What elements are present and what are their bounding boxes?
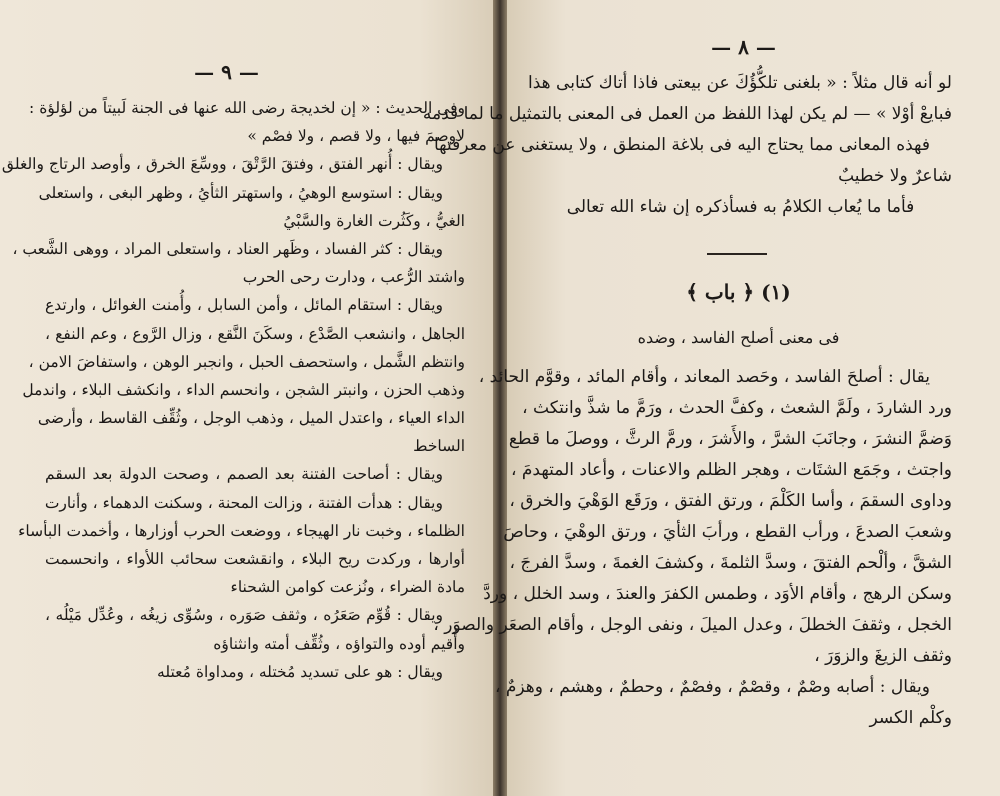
- text-line: وداوى السقمَ ، وأسا الكَلْمَ ، ورتق الفتق ، ورَقَع الوَهْيَ والخرق ،: [509, 491, 952, 511]
- left-page-text: [1, 94, 465, 686]
- text-line: لو أنه قال مثلاً : « بلغنى تلكُّؤُكَ عن بيعتى فاذا أتاك كتابى هذا: [528, 73, 952, 93]
- text-line: وفى الحديث : « إن لخديجة رضى الله عنها فى الجنة لَبيتاً من لؤلؤة :: [29, 99, 465, 117]
- text-line: وأُقيم أوده والتواؤه ، وثُقِّف أمته وانثناؤه: [213, 634, 465, 653]
- text-line: وكلْم الكسر: [869, 708, 952, 728]
- text-line: شاعرٌ ولا خطيبٌ: [838, 166, 952, 186]
- text-line: ويقال : كثر الفساد ، وظَهر العناد ، واستعلى المراد ، ووهى الشَّعب ،: [12, 239, 443, 258]
- text-line: ويقال : أُنهر الفتق ، وفتقَ الرَّتْقَ ، ووسِّعَ الخرق ، وأوصد الرتاج والغلق: [1, 155, 443, 174]
- text-line: الساخط: [413, 437, 465, 456]
- text-line: وشعبَ الصدعَ ، ورأب القطع ، ورأبَ الثأيَ ، ورتق الوهْيَ ، وحاصَ: [503, 522, 952, 542]
- text-line: فأما ما يُعاب الكلامُ به فسأذكره إن شاء الله تعالى: [566, 197, 915, 217]
- section-divider: [707, 253, 767, 255]
- text-line: الجاهل ، وانشعب الصَّدْع ، وسكَنَ النَّقع ، وزال الرَّوع ، وعم النفع ،: [45, 324, 465, 343]
- text-line: واجتث ، وجَمَع الشتَات ، وهجر الظلم والاعنات ، وأعاد المتهدمَ ،: [510, 460, 952, 480]
- text-line: لاوصمَ فيها ، ولا قصم ، ولا فصْم »: [247, 127, 465, 146]
- text-line: الداء العياء ، واعتدل الميل ، وذهب الوجل ، وثُقِّف القاسط ، وأرضى: [37, 409, 465, 428]
- text-line: وسكن الرهج ، وأقام الأوَد ، وطمس الكفرَ والعندَ ، وسد الخلل ، وردَّ: [483, 584, 952, 604]
- text-line: ويقال : هو على تسديد مُختله ، ومداواة مُعتله: [157, 662, 443, 681]
- text-line: وانتظم الشَّمل ، واستحصف الحبل ، وانجبر الوهن ، واستفاضَ الامن ،: [28, 352, 465, 371]
- text-line: الخجل ، وثقفَ الخطلَ ، وعدل الميلَ ، ونفى الوجل ، وأقام الصعَر والصوَر ،: [433, 615, 952, 635]
- text-line: ويقال : أصابه وصْمٌ ، وقصْمٌ ، وفصْمٌ ، وحطمٌ ، وهشم ، وهزمٌ ،: [494, 677, 930, 697]
- text-line: الغيُّ ، وكَثُرت الغارة والسَّبْيُ: [283, 211, 465, 230]
- text-line: ويقال : استقام المائل ، وأمن السابل ، وأُمنت الغوائل ، وارتدع: [45, 296, 443, 315]
- text-line: أوارها ، وركدت ريح البلاء ، وانقشعت سحائب اللأواء ، وانحسمت: [45, 550, 465, 568]
- text-line: مادة الضراء ، ونُزعت كوامن الشحناء: [230, 578, 465, 597]
- text-line: فهذه المعانى مما يحتاج اليه فى بلاغة المنطق ، ولا يستغنى عن معرفتها: [433, 135, 930, 155]
- text-line: فبايعْ أوْلا » — لم يكن لهذا اللفظ من العمل فى المعنى بالتمثيل ما لما قدمه: [422, 104, 952, 124]
- text-line: الشقَّ ، وألْحم الفتقَ ، وسدَّ الثلمةَ ، وكشفَ الغمةَ ، وسدَّ الفرجَ ،: [509, 553, 952, 573]
- text-line: وذهب الحزن ، وانبتر الشجن ، وانحسم الداء ، وانكشف البلاء ، واندمل: [22, 380, 465, 399]
- text-line: وَضمَّ النشرَ ، وجانَبَ الشرَّ ، والأَشرَ ، ورمَّ الرثَّ ، ووصلَ ما قطع: [508, 429, 952, 449]
- right-page-intro-text: [422, 68, 952, 223]
- text-line: يقال : أصلحَ الفاسد ، وحَصد المعاند ، وأقام المائد ، وقوَّم الحائد ،: [478, 367, 930, 387]
- text-line: الظلماء ، وخبت نار الهيجاء ، ووضعت الحرب أوزارها ، وأخمدت البأساء: [18, 521, 465, 540]
- text-line: ويقال : قُوِّم صَعَرُه ، وثقف صَوَره ، وسُوِّى زيغُه ، وعُدِّل مَيْلُه ،: [45, 606, 443, 625]
- text-line: ورد الشاردَ ، ولَمَّ الشعث ، وكفَّ الحدث ، ورَمَّ ما شذَّ وانتكث ،: [522, 398, 952, 418]
- chapter-heading: (١) ﴿ باب ﴾: [686, 280, 791, 304]
- text-line: ويقال : هدأت الفتنة ، وزالت المحنة ، وسكنت الدهماء ، وأنارت: [44, 493, 443, 512]
- text-line: واشتد الرُّعب ، ودارت رحى الحرب: [242, 268, 465, 287]
- text-line: ويقال : أصاحت الفتنة بعد الصمم ، وصحت الدولة بعد السقم: [45, 465, 443, 484]
- text-line: وثقف الزيغَ والزوَرَ ،: [814, 646, 952, 666]
- text-line: ويقال : استوسع الوهيُ ، واستهتر الثأيُ ، وظهر البغى ، واستعلى: [38, 183, 443, 202]
- chapter-subtitle: فى معنى أصلح الفاسد ، وضده: [637, 328, 840, 347]
- page-number: — ٨ —: [711, 35, 776, 59]
- page-number: — ٩ —: [194, 60, 259, 84]
- left-page: [0, 0, 493, 796]
